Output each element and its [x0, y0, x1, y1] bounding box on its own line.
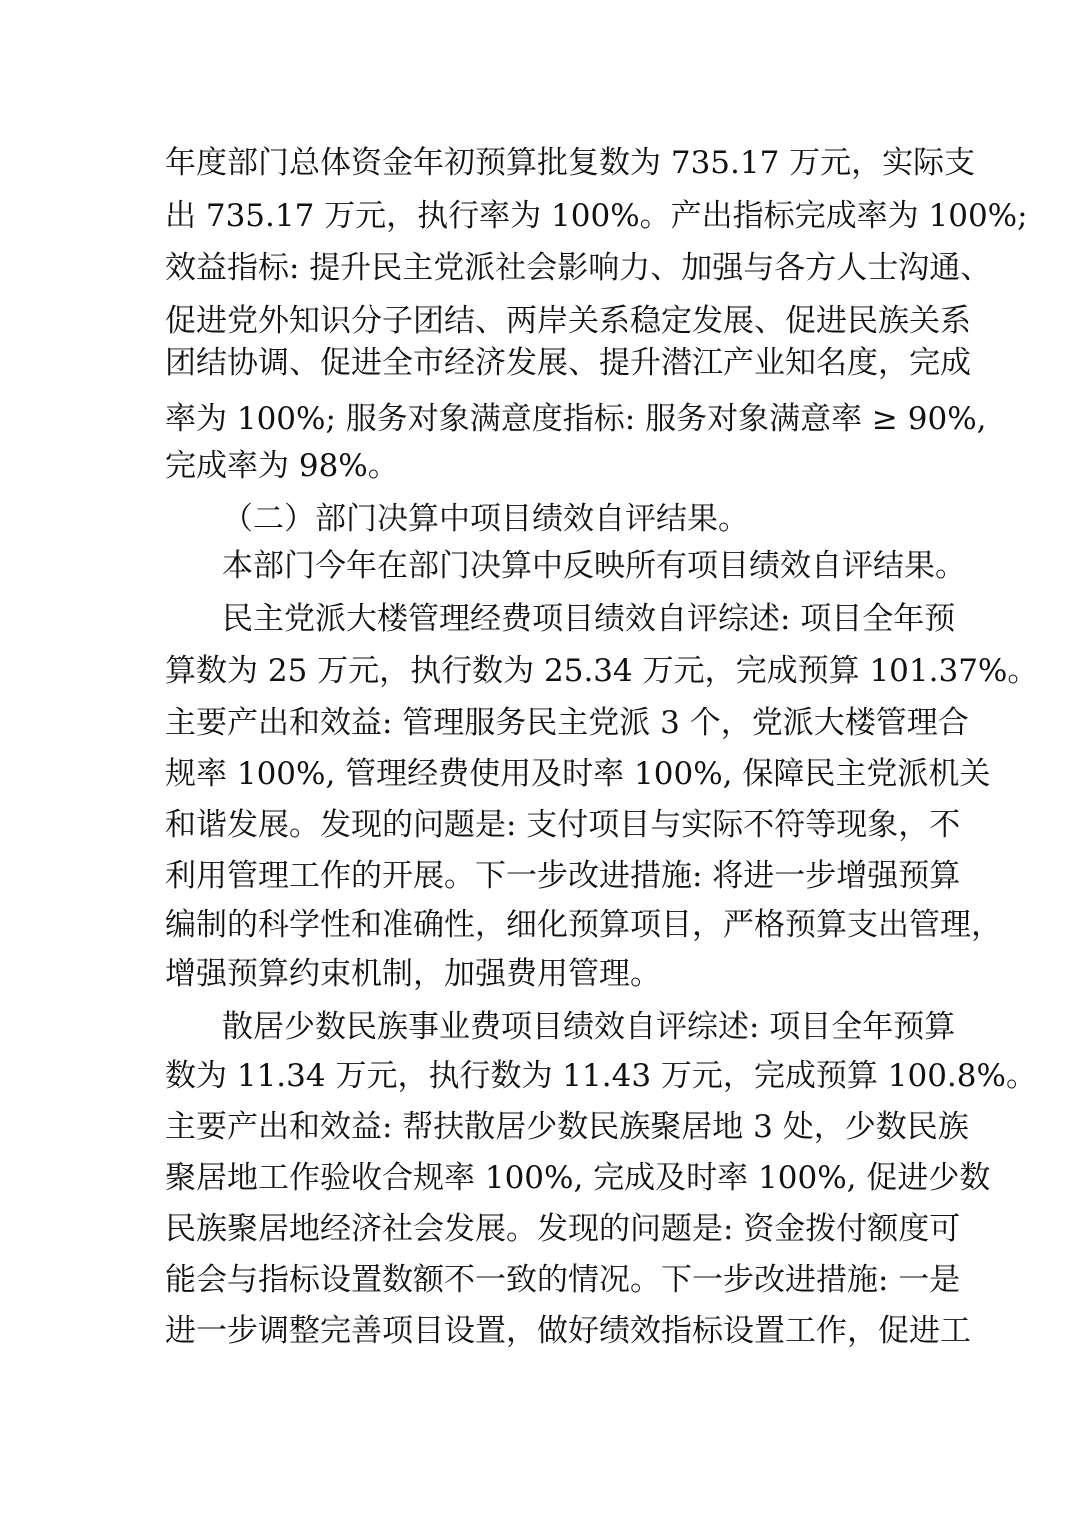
paragraph-line: 散居少数民族事业费项目绩效自评综述: 项目全年预算 [222, 1009, 956, 1045]
text-line: 年度部门总体资金年初预算批复数为 735.17 万元，实际支 [165, 145, 976, 181]
paragraph-line: 本部门今年在部门决算中反映所有项目绩效自评结果。 [222, 548, 966, 584]
text-line: 率为 100%; 服务对象满意度指标: 服务对象满意率 ≥ 90%, [165, 401, 987, 437]
text-line: 促进党外知识分子团结、两岸关系稳定发展、促进民族关系 [165, 303, 971, 339]
text-line: 能会与指标设置数额不一致的情况。下一步改进措施: 一是 [165, 1262, 961, 1298]
section-heading: （二）部门决算中项目绩效自评结果。 [222, 501, 749, 537]
text-line: 增强预算约束机制，加强费用管理。 [165, 956, 661, 992]
text-line: 聚居地工作验收合规率 100%, 完成及时率 100%, 促进少数 [165, 1160, 991, 1196]
text-line: 编制的科学性和准确性，细化预算项目，严格预算支出管理， [165, 907, 1002, 943]
text-line: 进一步调整完善项目设置，做好绩效指标设置工作，促进工 [165, 1313, 971, 1349]
text-line: 完成率为 98%。 [165, 448, 399, 484]
text-line: 规率 100%, 管理经费使用及时率 100%, 保障民主党派机关 [165, 756, 991, 792]
text-line: 主要产出和效益: 帮扶散居少数民族聚居地 3 处，少数民族 [165, 1109, 969, 1145]
text-line: 民族聚居地经济社会发展。发现的问题是: 资金拨付额度可 [165, 1211, 961, 1247]
text-line: 和谐发展。发现的问题是: 支付项目与实际不符等现象，不 [165, 807, 961, 843]
text-line: 主要产出和效益: 管理服务民主党派 3 个，党派大楼管理合 [165, 705, 969, 741]
text-line: 利用管理工作的开展。下一步改进措施: 将进一步增强预算 [165, 858, 961, 894]
text-line: 团结协调、促进全市经济发展、提升潜江产业知名度，完成 [165, 345, 971, 381]
text-line: 效益指标: 提升民主党派社会影响力、加强与各方人士沟通、 [165, 250, 992, 286]
text-line: 出 735.17 万元，执行率为 100%。产出指标完成率为 100%; [165, 198, 1028, 234]
text-line: 数为 11.34 万元，执行数为 11.43 万元，完成预算 100.8%。 [165, 1058, 1037, 1094]
text-line: 算数为 25 万元，执行数为 25.34 万元，完成预算 101.37%。 [165, 653, 1039, 689]
paragraph-line: 民主党派大楼管理经费项目绩效自评综述: 项目全年预 [222, 601, 956, 637]
